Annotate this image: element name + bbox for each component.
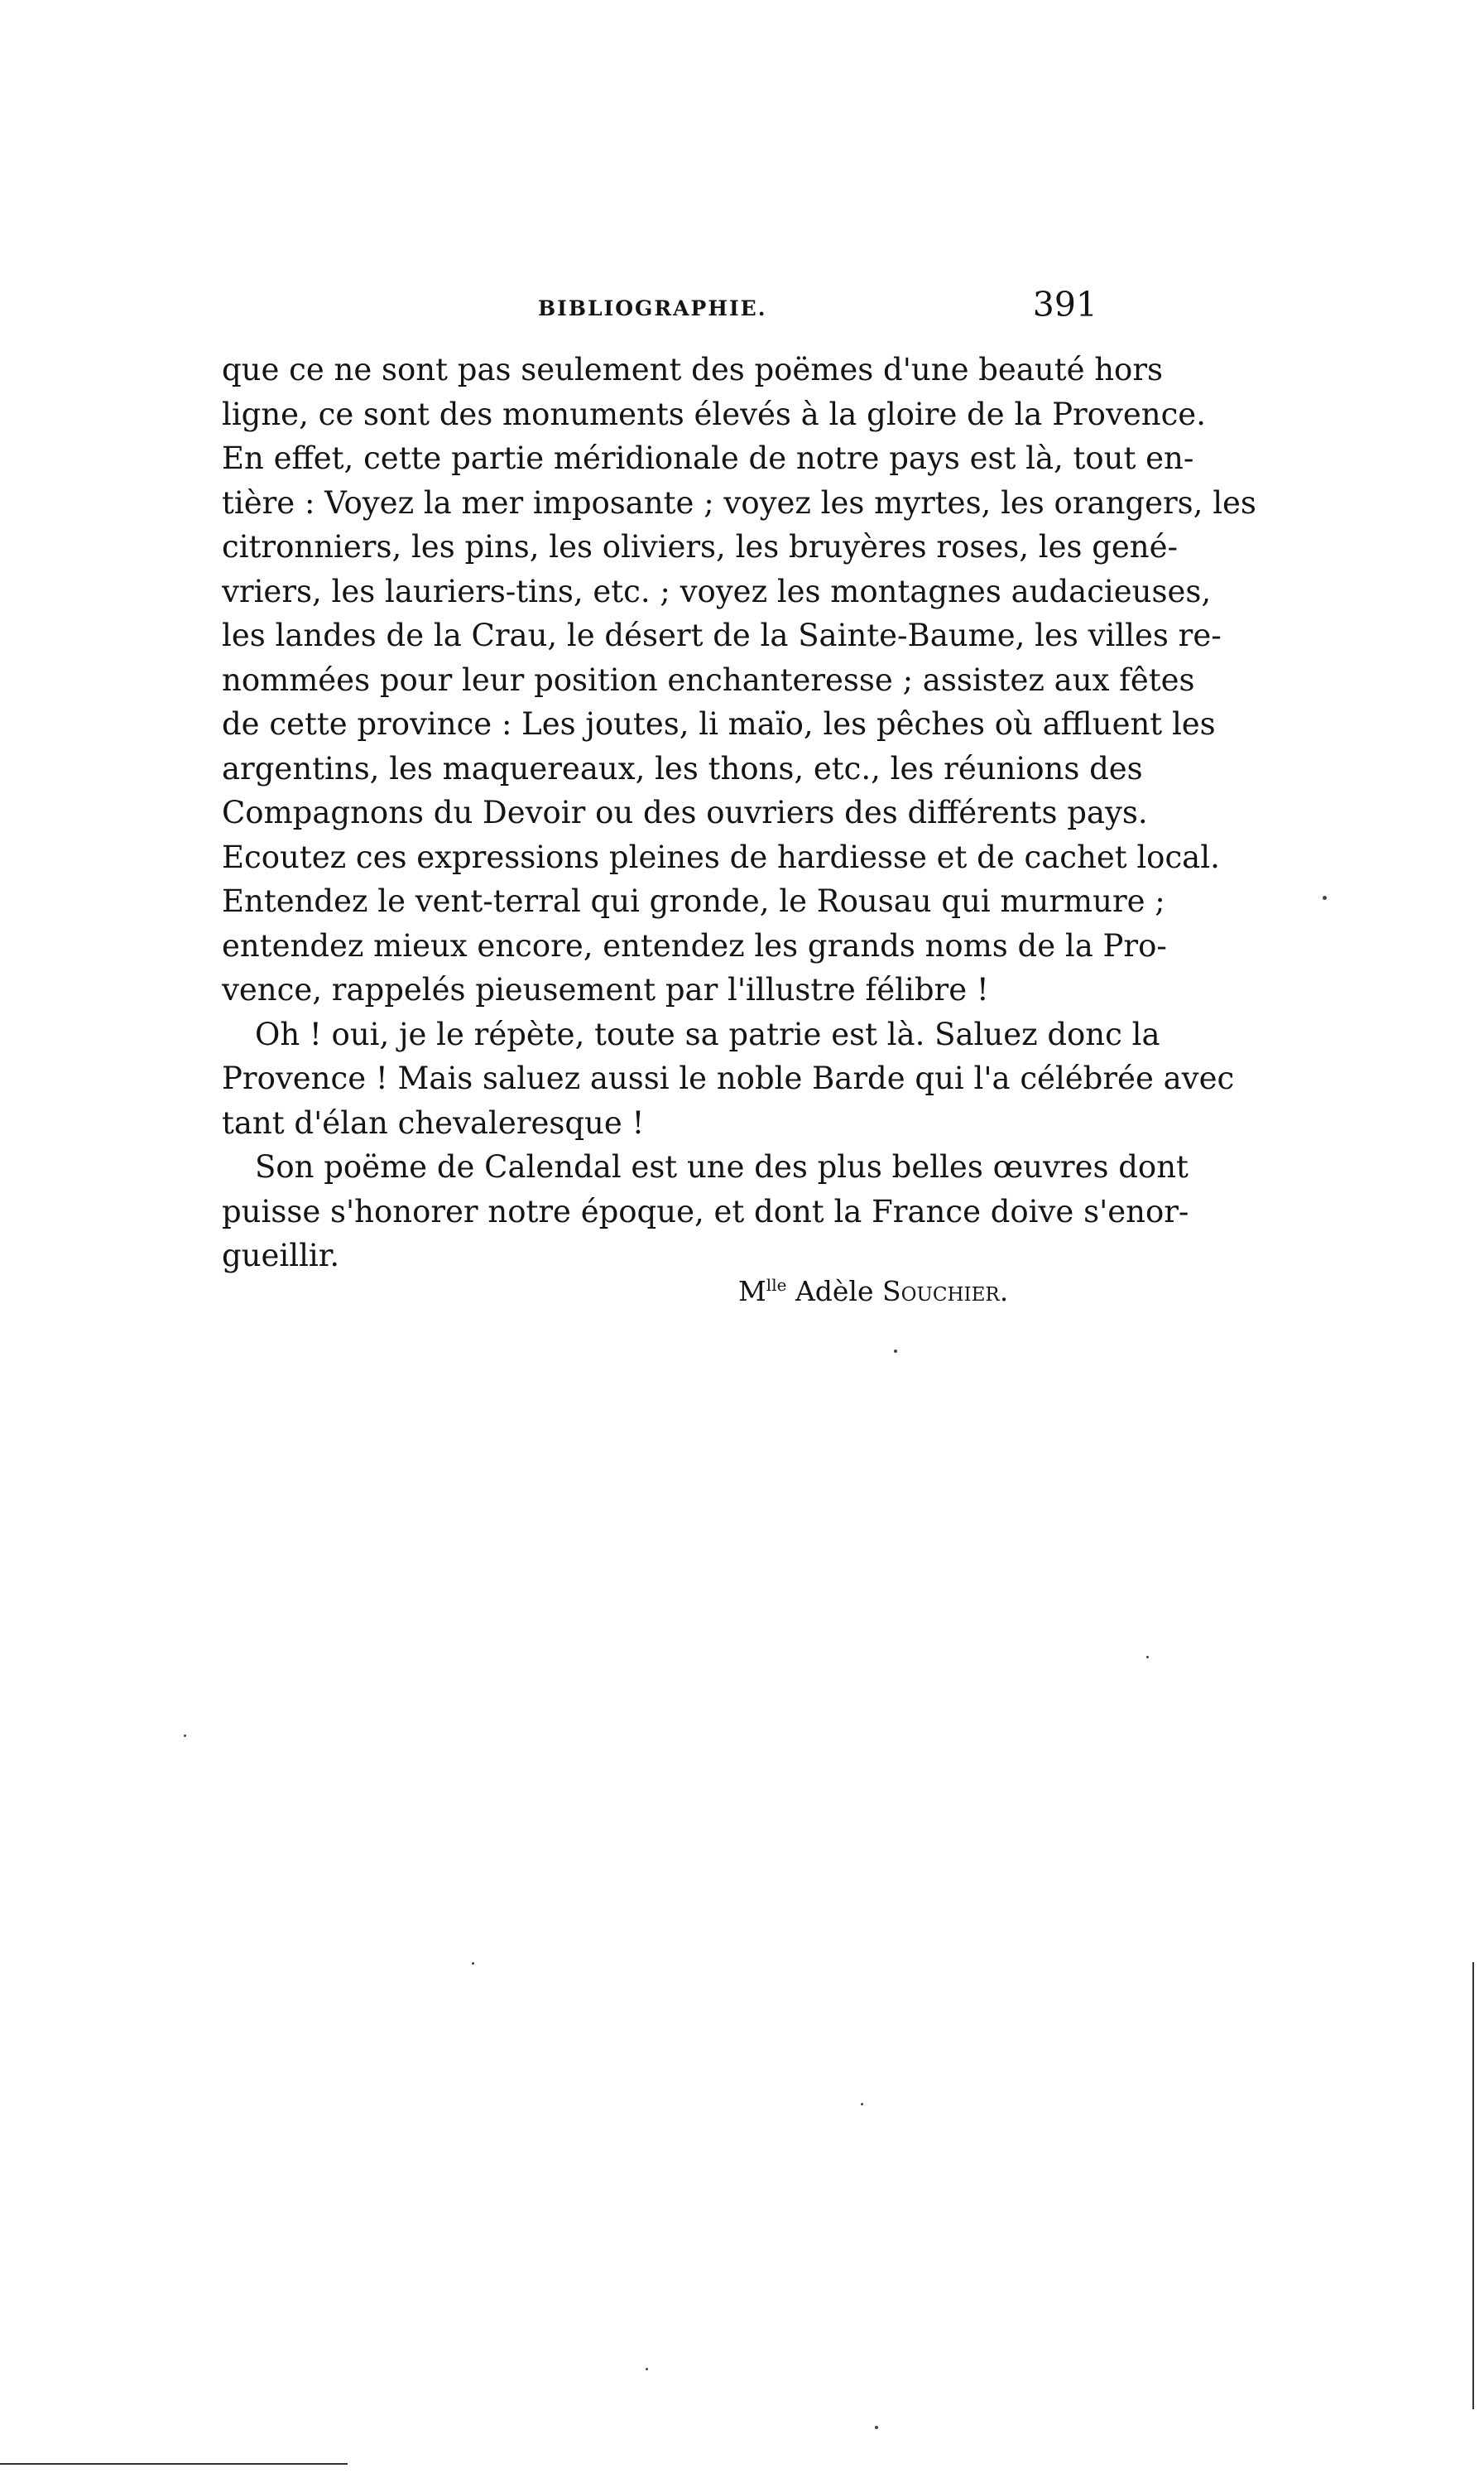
scan-speck — [894, 1350, 897, 1353]
text-line: Compagnons du Devoir ou des ouvriers des différents pays. — [222, 795, 1148, 830]
body-text — [222, 348, 1256, 1278]
text-line: Provence ! Mais saluez aussi le noble Barde qui l'a célébrée avec — [222, 1061, 1235, 1096]
text-line: de cette province : Les joutes, li maïo, les pêches où affluent les — [222, 706, 1216, 742]
scan-speck — [646, 2368, 648, 2370]
text-line: que ce ne sont pas seulement des poëmes d'une beauté hors — [222, 352, 1164, 387]
text-line: tant d'élan chevaleresque ! — [222, 1104, 645, 1141]
scan-speck — [861, 2103, 863, 2105]
text-line: Son poëme de Calendal est une des plus belles œuvres dont — [255, 1149, 1189, 1185]
text-line: Oh ! oui, je le répète, toute sa patrie est là. Saluez donc la — [255, 1016, 1160, 1052]
scan-speck — [1323, 896, 1327, 900]
running-title: BIBLIOGRAPHIE. — [538, 296, 767, 320]
running-head — [223, 285, 1097, 343]
text-line: Ecoutez ces expressions pleines de hardiesse et de cachet local. — [222, 839, 1220, 875]
signature-prefix: M — [738, 1275, 766, 1307]
text-line: En effet, cette partie méridionale de notre pays est là, tout en- — [222, 440, 1194, 476]
text-line: Entendez le vent-terral qui gronde, le Rousau qui murmure ; — [222, 883, 1165, 919]
paragraph-3 — [222, 1145, 1189, 1278]
signature-prefix-superscript: lle — [766, 1275, 787, 1295]
page-number: 391 — [1032, 285, 1097, 325]
text-line: les landes de la Crau, le désert de la Sainte-Baume, les villes re- — [222, 618, 1222, 653]
text-line: gueillir. — [222, 1238, 340, 1273]
text-line: puisse s'honorer notre époque, et dont la France doive s'enor- — [222, 1193, 1189, 1229]
text-line: tière : Voyez la mer imposante ; voyez les myrtes, les orangers, les — [222, 484, 1256, 521]
paragraph-2 — [222, 1013, 1235, 1146]
text-line: entendez mieux encore, entendez les grands noms de la Pro- — [222, 927, 1167, 964]
author-signature — [738, 1275, 1008, 1307]
text-line: citronniers, les pins, les oliviers, les bruyères roses, les gené- — [222, 529, 1179, 565]
signature-surname: Souchier. — [882, 1275, 1009, 1307]
paragraph-1 — [222, 348, 1256, 1013]
text-line: argentins, les maquereaux, les thons, etc., les réunions des — [222, 750, 1143, 787]
scan-speck — [1146, 1656, 1149, 1658]
scan-speck — [472, 1962, 474, 1965]
text-line: vence, rappelés pieusement par l'illustre félibre ! — [222, 972, 989, 1008]
scan-speck — [875, 2426, 878, 2429]
text-line: ligne, ce sont des monuments élevés à la gloire de la Provence. — [222, 396, 1206, 432]
signature-first-name: Adèle — [795, 1275, 874, 1307]
text-line: vriers, les lauriers-tins, etc. ; voyez les montagnes audacieuses, — [222, 573, 1212, 609]
text-line: nommées pour leur position enchanteresse ; assistez aux fêtes — [222, 662, 1195, 698]
margin-rule — [1472, 1962, 1474, 2409]
margin-rule — [0, 2463, 348, 2465]
scan-speck — [184, 1734, 186, 1737]
